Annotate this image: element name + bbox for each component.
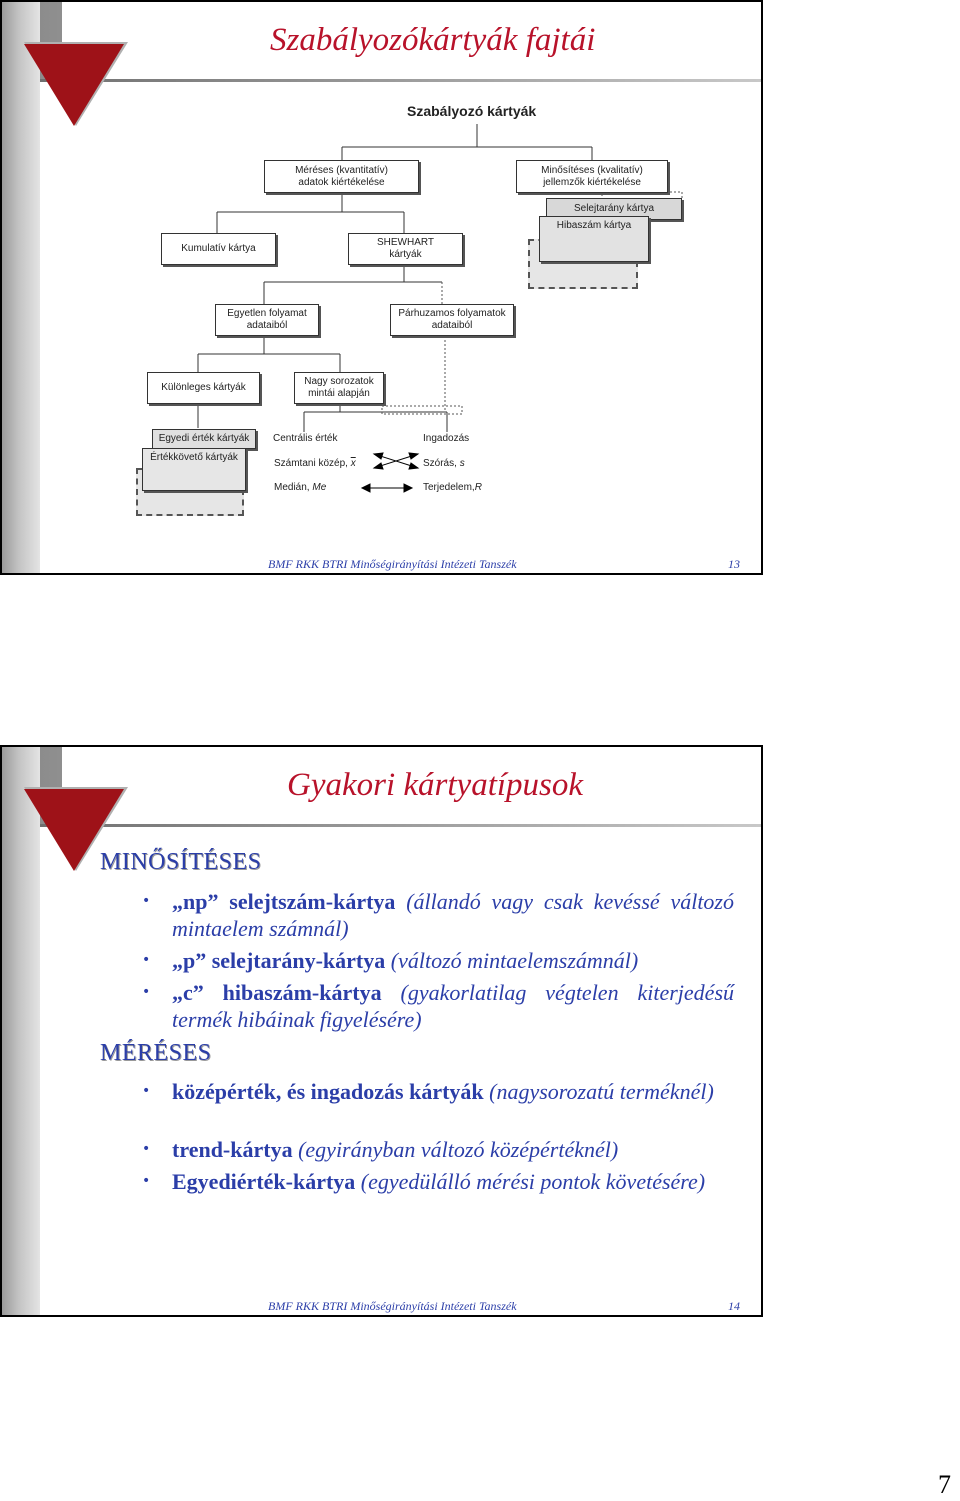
nagysor-box: Nagy sorozatok mintái alapján	[294, 372, 384, 404]
slide-13	[0, 0, 763, 575]
minosites-box: Minősítéses (kvalitatív) jellemzők kiértékelése	[516, 160, 668, 193]
bullet-np: • „np” selejtszám-kártya (állandó vagy csak kevéssé változó mintaelem számnál)	[142, 889, 734, 941]
section-minosites: MINŐSÍTÉSES	[100, 849, 262, 875]
median-label: Medián, Me	[274, 482, 327, 493]
slide-number: 13	[728, 557, 740, 571]
kulonleges-box: Különleges kártyák	[147, 372, 260, 404]
slide-title: Gyakori kártyatípusok	[287, 767, 584, 803]
bullet-c: • „c” hibaszám-kártya (gyakorlatilag végtelen kiterjedésű termék hibáinak figyelésére)	[142, 980, 735, 1032]
slide-title: Szabályozókártyák fajtái	[270, 22, 596, 58]
ertekkoveto-box: Értékkövető kártyák	[142, 448, 246, 491]
header-rule	[40, 824, 761, 827]
slide-number: 14	[728, 1299, 740, 1313]
szamtani-label: Számtani közép, $\overline{x}$	[274, 458, 356, 469]
centralis-label: Centrális érték	[273, 433, 338, 444]
tree-connectors	[2, 2, 763, 575]
ingadozas-label: Ingadozás	[423, 433, 470, 444]
parhuzamos-box: Párhuzamos folyamatok adataiból	[390, 304, 514, 336]
bullet-dot: •	[142, 984, 151, 1000]
page-number: 7	[938, 1470, 951, 1499]
egyetlen-box: Egyetlen folyamat adataiból	[215, 304, 319, 336]
szoras-label: Szórás, s	[423, 458, 465, 469]
terjedelem-label: Terjedelem,R	[423, 482, 482, 493]
selejtarany-box: Selejtarány kártya	[546, 198, 682, 220]
bullet-dot: •	[142, 893, 151, 909]
bullet-dot: •	[142, 1141, 151, 1157]
slide-14	[0, 745, 763, 1317]
root-label: Szabályozó kártyák	[407, 103, 537, 119]
bullet-kozepertek: • középérték, és ingadozás kártyák (nagysorozatú terméknél)	[142, 1079, 714, 1104]
bullet-dot: •	[142, 952, 151, 968]
bullet-dot: •	[142, 1083, 151, 1099]
egyedi-box: Egyedi érték kártyák	[152, 429, 256, 449]
shewhart-box: SHEWHART kártyák	[348, 233, 463, 265]
bullet-trend: • trend-kártya (egyirányban változó középértéknél)	[142, 1137, 619, 1162]
slide-footer: BMF RKK BTRI Minőségirányítási Intézeti Tanszék	[268, 1299, 517, 1313]
bullet-egyedi: • Egyediérték-kártya (egyedülálló mérési pontok követésére)	[142, 1169, 706, 1194]
meres-box: Méréses (kvantitatív) adatok kiértékelése	[264, 160, 419, 193]
bullet-p: • „p” selejtarány-kártya (változó mintaelemszámnál)	[142, 948, 639, 973]
hibaszam-box: Hibaszám kártya	[539, 216, 649, 262]
slide-footer: BMF RKK BTRI Minőségirányítási Intézeti Tanszék	[268, 557, 517, 571]
kumulativ-box: Kumulatív kártya	[161, 233, 276, 265]
section-meres: MÉRÉSES	[100, 1040, 212, 1066]
bullet-dot: •	[142, 1173, 151, 1189]
